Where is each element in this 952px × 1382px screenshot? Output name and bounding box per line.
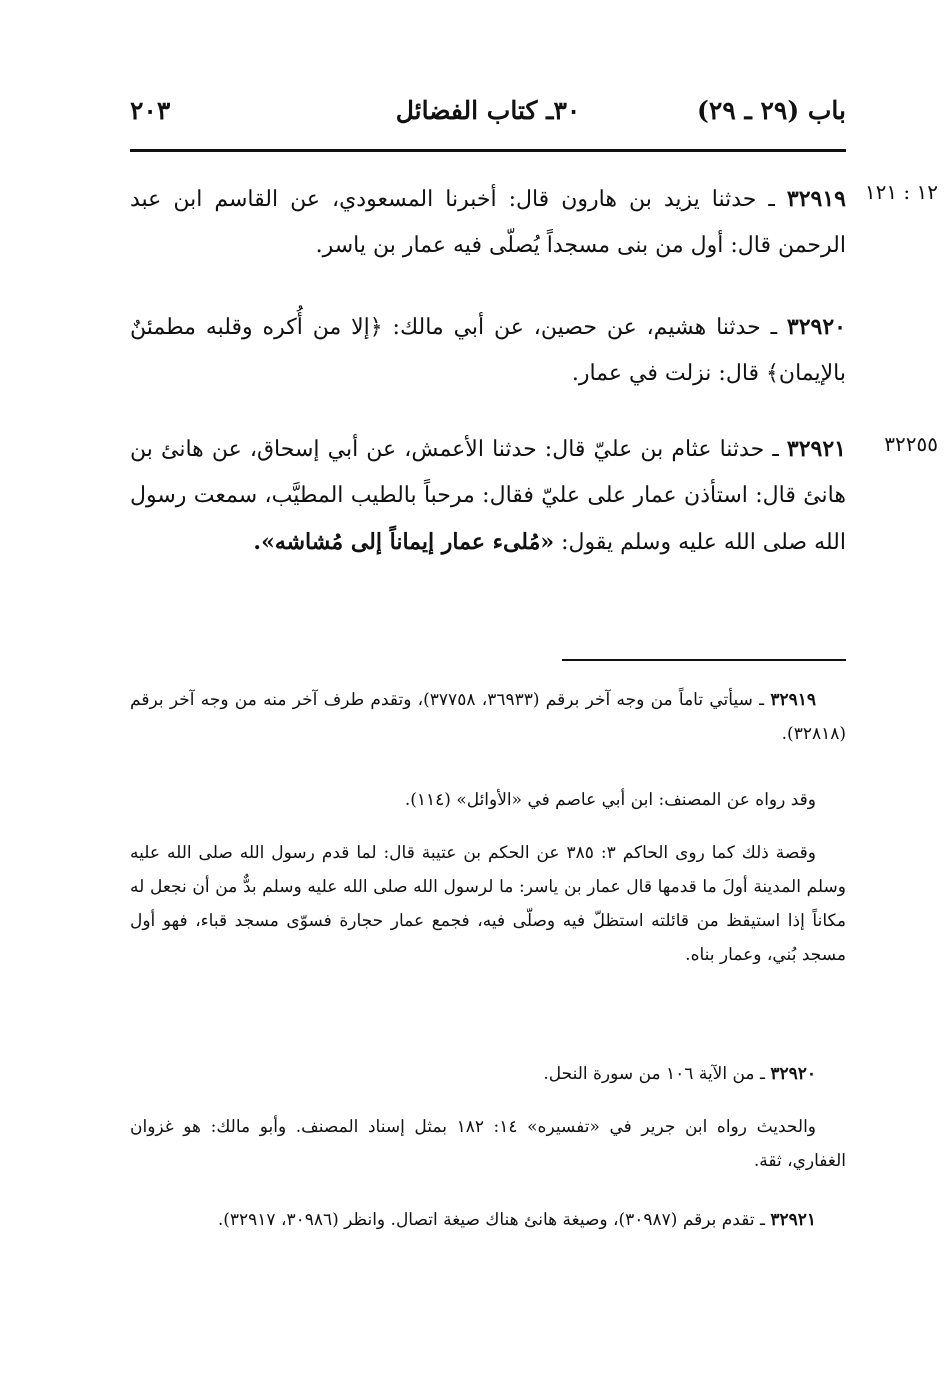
footnote [130, 1110, 846, 1178]
book-title: ٣٠ـ كتاب الفضائل [395, 96, 581, 125]
margin-reference: ٣٢٢٥٥ [884, 432, 938, 456]
running-header [130, 96, 846, 146]
footnote-text: ـ من الآية ١٠٦ من سورة النحل. [543, 1064, 771, 1084]
footnote [130, 1203, 846, 1237]
footnote [130, 783, 846, 817]
footnote-text: ـ تقدم برقم (٣٠٩٨٧)، وصيغة هانئ هناك صيغة اتصال. وانظر (٣٠٩٨٦، ٣٢٩١٧). [217, 1210, 771, 1230]
hadith-quote: «مُلىء عمار إيماناً إلى مُشاشه». [253, 529, 555, 555]
margin-reference: ١٢ : ١٢١ [864, 180, 938, 204]
hadith-text: ـ حدثنا هشيم، عن حصين، عن أبي مالك: ﴿إلا من أُكره وقلبه مطمئنٌ بالإيمان﴾ قال: نزلت في عمار. [130, 315, 846, 386]
footnote-text: والحديث رواه ابن جرير في «تفسيره» ١٤: ١٨٢ بمثل إسناد المصنف. وأبو مالك: هو غزوان الغفاري، ثقة. [130, 1117, 846, 1171]
footnote [130, 836, 846, 972]
footnote-text: ـ سيأتي تاماً من وجه آخر برقم (٣٦٩٣٣، ٣٧٧٥٨)، وتقدم طرف آخر منه من وجه آخر برقم (٣٢٨١٨). [130, 690, 846, 744]
footnote-separator [562, 659, 846, 661]
hadith-text: ـ حدثنا يزيد بن هارون قال: أخبرنا المسعودي، عن القاسم ابن عبد الرحمن قال: أول من بنى مسجداً يُصلّى فيه عمار بن ياسر. [130, 187, 846, 258]
header-rule [130, 149, 846, 152]
page-number: ٢٠٣ [130, 96, 171, 125]
footnote [130, 683, 846, 751]
hadith-number: ٣٢٩٢١ [786, 436, 846, 462]
hadith-number: ٣٢٩٢٠ [786, 314, 846, 340]
hadith-paragraph [130, 426, 846, 566]
footnote-number: ٣٢٩٢١ [770, 1210, 816, 1230]
footnote [130, 1057, 846, 1091]
hadith-number: ٣٢٩١٩ [786, 186, 846, 212]
hadith-paragraph [130, 304, 846, 397]
hadith-text: ـ حدثنا عثام بن عليّ قال: حدثنا الأعمش، عن أبي إسحاق، عن هانئ بن هانئ قال: استأذن عمار على عليّ فقال: مرحباً بالطيب المطيَّب، سمعت رسول الله صلى الله عليه وسلم يقول: [130, 437, 846, 555]
footnote-number: ٣٢٩١٩ [770, 690, 816, 710]
footnote-number: ٣٢٩٢٠ [770, 1064, 816, 1084]
footnote-text: وقصة ذلك كما روى الحاكم ٣: ٣٨٥ عن الحكم بن عتيبة قال: لما قدم رسول الله صلى الله عليه وسلم المدينة أولَ ما قدمها قال عمار بن ياسر: ما لرسول الله صلى الله عليه وسلم بدٌّ من أن نجعل له مكاناً إذا استيقظ من قائلته استظلّ فيه وصلّى فيه، فجمع عمار حجارة فسوّى مسجد قباء، فهو أول مسجد بُني، وعمار بناه. [130, 843, 846, 965]
hadith-paragraph [130, 176, 846, 269]
footnote-text: وقد رواه عن المصنف: ابن أبي عاصم في «الأوائل» (١١٤). [404, 790, 816, 810]
chapter-title: باب (٢٩ ـ ٢٩) [697, 96, 846, 125]
